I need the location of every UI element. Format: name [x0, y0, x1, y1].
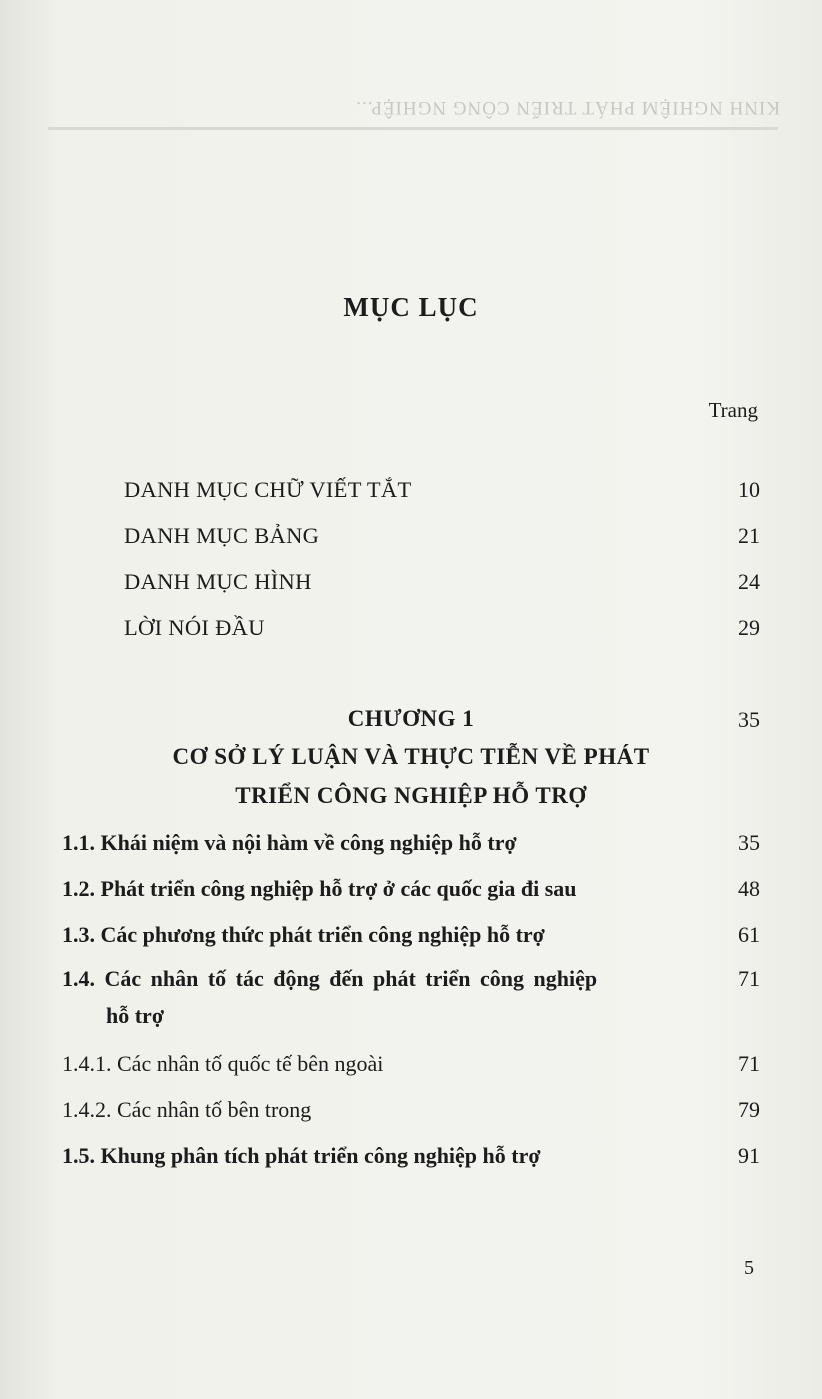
toc-entry-page: 24 [738, 569, 760, 594]
bleed-through-header: KINH NGHIỆM PHÁT TRIỂN CÔNG NGHIỆP... [355, 97, 780, 118]
toc-section-label: 1.3. Các phương thức phát triển công nghiệp hỗ trợ [62, 922, 545, 947]
chapter-heading[interactable]: CHƯƠNG 1 [347, 706, 475, 731]
toc-entry-abbreviations[interactable] [124, 477, 412, 503]
header-rule [48, 127, 778, 130]
toc-section-page: 79 [738, 1097, 760, 1122]
toc-section-1-4-continuation [106, 1003, 164, 1029]
toc-entry-label: LỜI NÓI ĐẦU [124, 615, 265, 640]
page-title: MỤC LỤC [343, 292, 479, 322]
toc-section-page: 71 [738, 1051, 760, 1076]
toc-entry-page: 21 [738, 523, 760, 548]
page-number: 5 [744, 1257, 754, 1279]
toc-section-label: 1.4. Các nhân tố tác động đến phát triển công nghiệp [62, 966, 598, 991]
toc-section-label: 1.4.2. Các nhân tố bên trong [62, 1097, 312, 1122]
toc-section-1-3[interactable] [62, 922, 545, 948]
toc-section-1-5[interactable] [62, 1143, 541, 1169]
toc-section-label: 1.4.1. Các nhân tố quốc tế bên ngoài [62, 1051, 384, 1076]
toc-section-1-4[interactable] [62, 966, 597, 992]
toc-section-page: 48 [738, 876, 760, 901]
toc-entry-label: DANH MỤC CHỮ VIẾT TẮT [124, 477, 412, 502]
toc-section-page: 91 [738, 1143, 760, 1168]
toc-subsection-1-4-2[interactable] [62, 1097, 311, 1123]
toc-entry-label: DANH MỤC BẢNG [124, 523, 320, 548]
toc-section-page: 35 [738, 830, 760, 855]
toc-entry-label: DANH MỤC HÌNH [124, 569, 312, 594]
toc-section-page: 71 [738, 966, 760, 991]
toc-section-1-2[interactable] [62, 876, 577, 902]
toc-section-label: 1.2. Phát triển công nghiệp hỗ trợ ở các quốc gia đi sau [62, 876, 577, 901]
toc-subsection-1-4-1[interactable] [62, 1051, 383, 1077]
chapter-subtitle-line2: TRIỂN CÔNG NGHIỆP HỖ TRỢ [235, 783, 587, 808]
chapter-subtitle-line1: CƠ SỞ LÝ LUẬN VÀ THỰC TIỄN VỀ PHÁT [172, 744, 650, 769]
toc-entry-page: 10 [738, 477, 760, 502]
toc-entry-page: 29 [738, 615, 760, 640]
toc-section-label: 1.1. Khái niệm và nội hàm về công nghiệp hỗ trợ [62, 830, 517, 855]
toc-section-1-1[interactable] [62, 830, 517, 856]
chapter-page: 35 [738, 707, 760, 732]
toc-section-page: 61 [738, 922, 760, 947]
page-column-label: Trang [708, 398, 758, 422]
toc-entry-tables[interactable] [124, 523, 319, 549]
toc-section-label: hỗ trợ [106, 1003, 165, 1028]
toc-entry-foreword[interactable] [124, 615, 265, 641]
toc-entry-figures[interactable] [124, 569, 312, 595]
toc-section-label: 1.5. Khung phân tích phát triển công nghiệp hỗ trợ [62, 1143, 541, 1168]
